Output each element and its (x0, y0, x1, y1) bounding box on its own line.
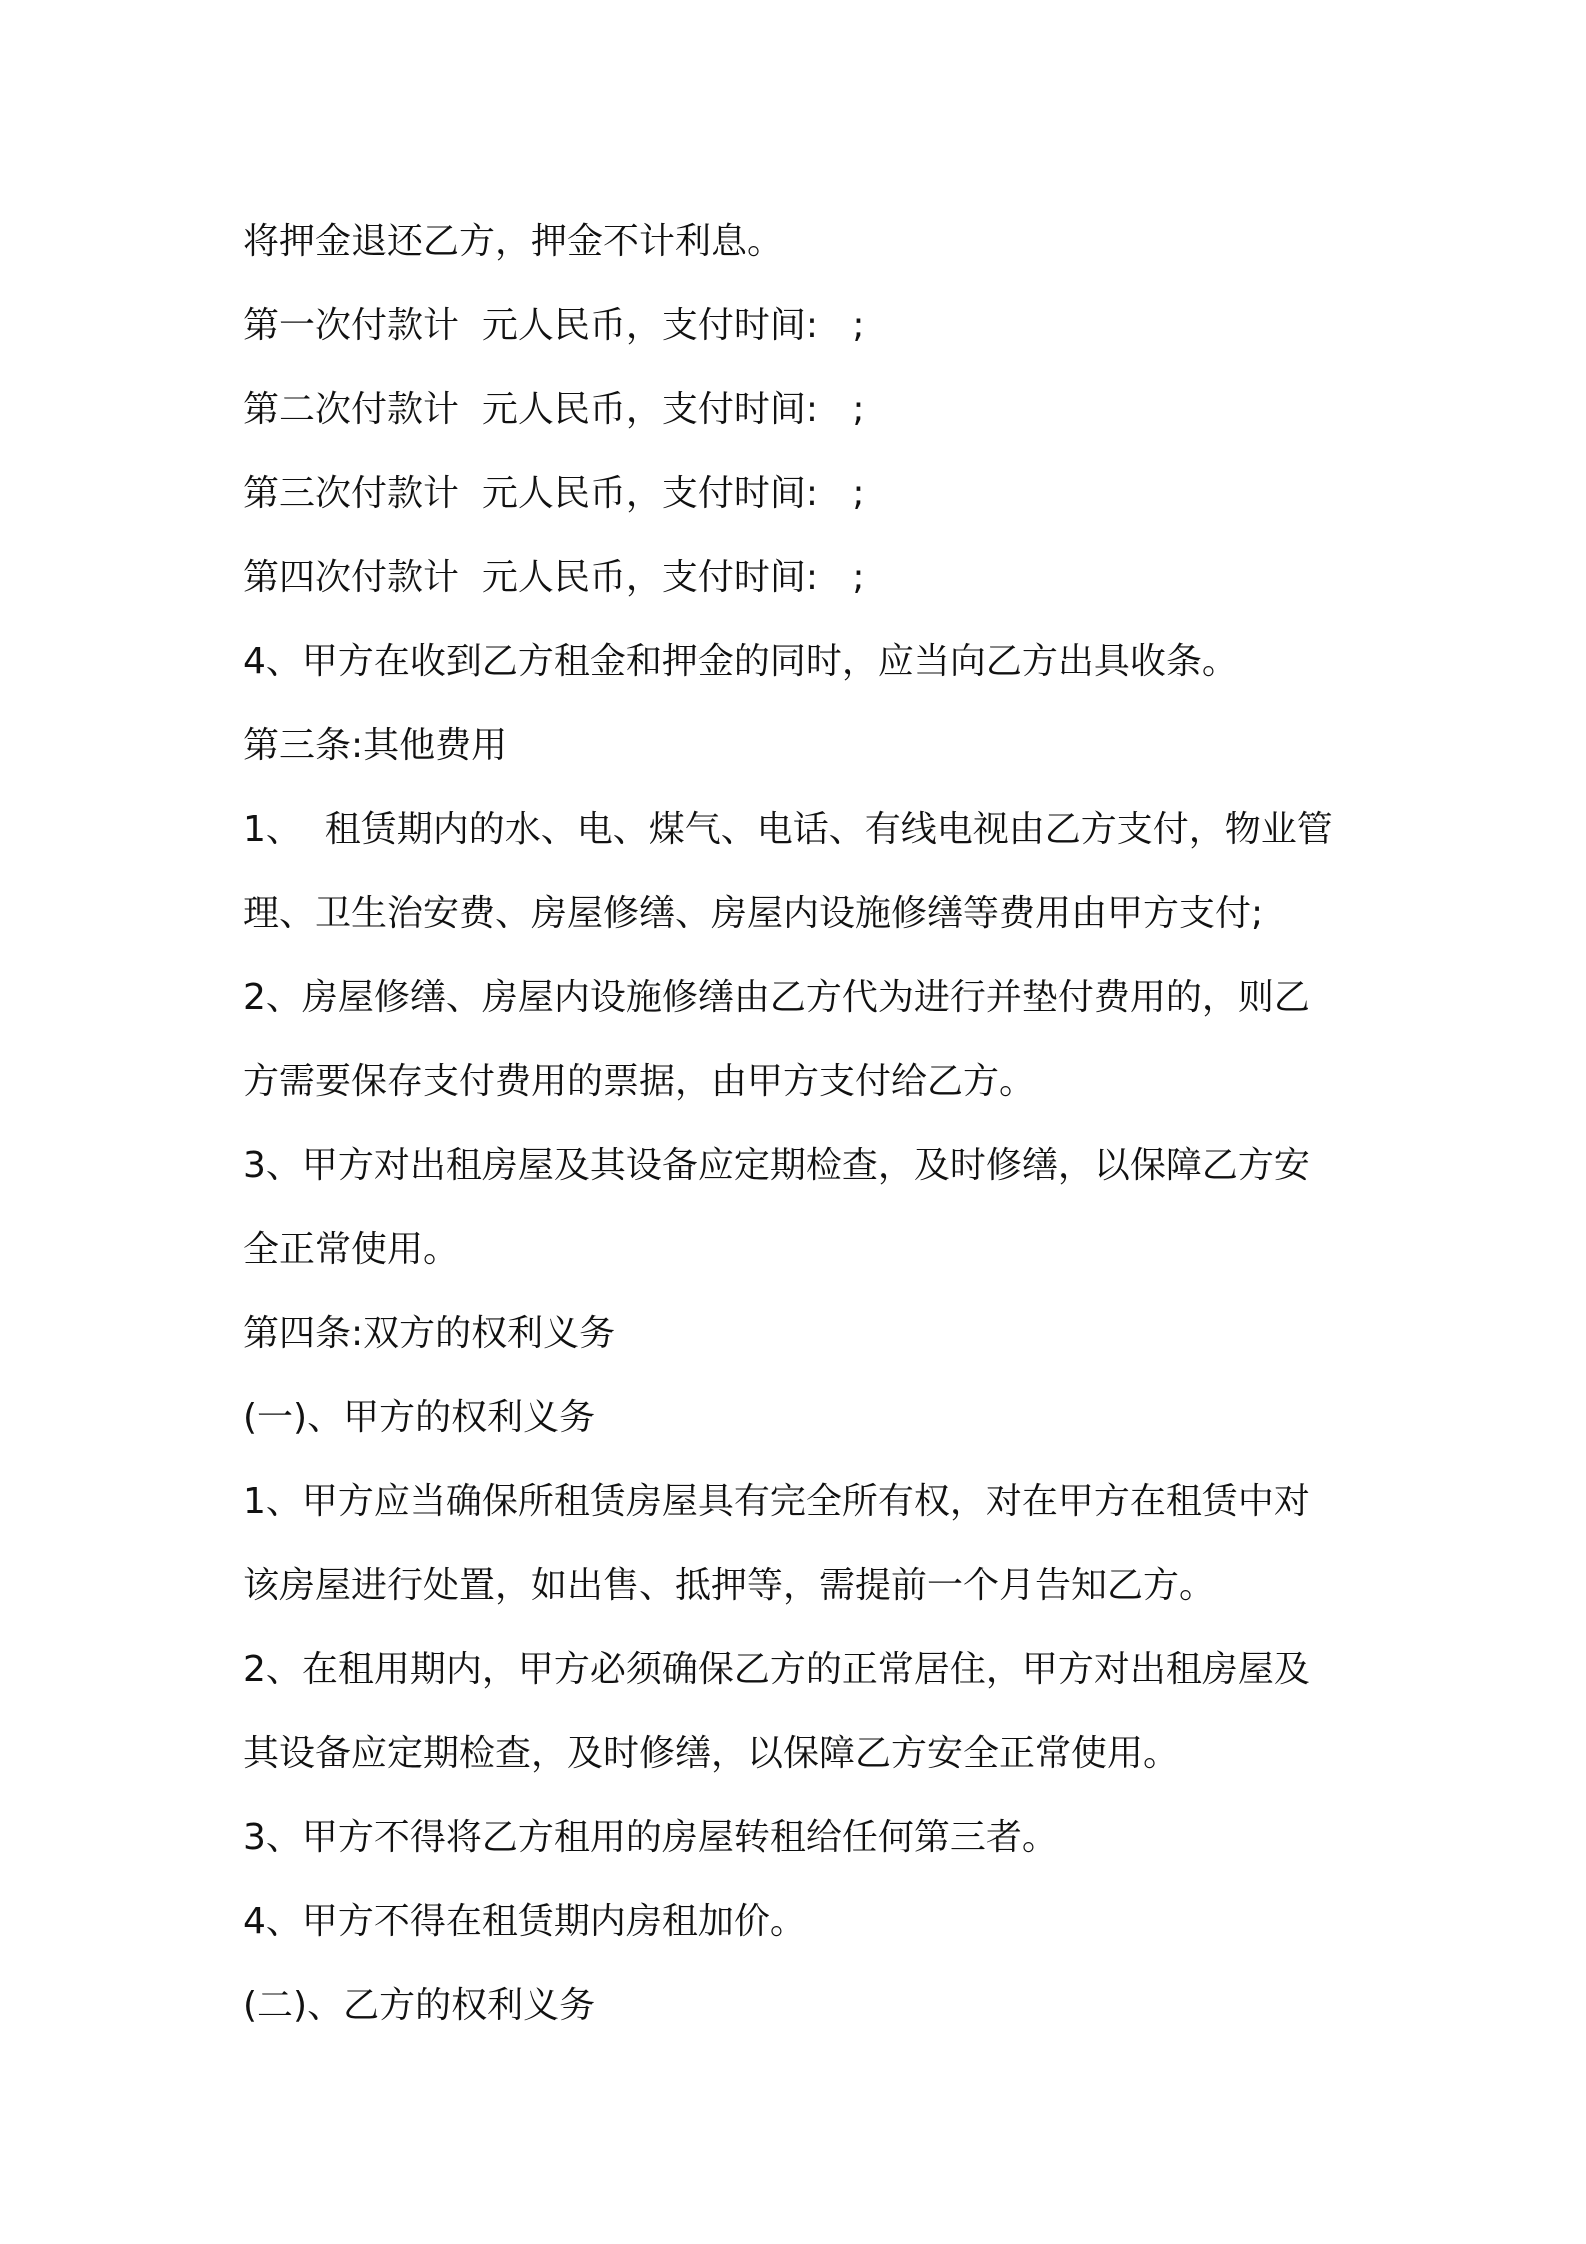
text-line: 理、卫生治安费、房屋修缮、房屋内设施修缮等费用由甲方支付; (243, 893, 1264, 934)
text-line: 其设备应定期检查，及时修缮，以保障乙方安全正常使用。 (243, 1733, 1180, 1774)
text-line: 1、 租赁期内的水、电、煤气、电话、有线电视由乙方支付，物业管 (243, 809, 1333, 850)
text-line: 2、房屋修缮、房屋内设施修缮由乙方代为进行并垫付费用的，则乙 (243, 977, 1310, 1018)
text-line: 全正常使用。 (243, 1229, 460, 1270)
text-line: 第二次付款计 元人民币，支付时间: ; (243, 389, 865, 430)
text-line: 第三次付款计 元人民币，支付时间: ; (243, 473, 865, 514)
text-line: 将押金退还乙方，押金不计利息。 (243, 221, 784, 262)
text-line: 3、甲方不得将乙方租用的房屋转租给任何第三者。 (243, 1817, 1058, 1858)
text-line: 第一次付款计 元人民币，支付时间: ; (243, 305, 865, 346)
text-line: 4、甲方不得在租赁期内房租加价。 (243, 1901, 806, 1942)
text-line: 4、甲方在收到乙方租金和押金的同时，应当向乙方出具收条。 (243, 641, 1238, 682)
text-line: 2、在租用期内，甲方必须确保乙方的正常居住，甲方对出租房屋及 (243, 1649, 1310, 1690)
text-line: 第四次付款计 元人民币，支付时间: ; (243, 557, 865, 598)
text-line: 3、甲方对出租房屋及其设备应定期检查，及时修缮，以保障乙方安 (243, 1145, 1310, 1186)
document-body (243, 200, 1353, 2048)
text-line: 该房屋进行处置，如出售、抵押等，需提前一个月告知乙方。 (243, 1565, 1216, 1606)
section-heading: 第三条:其他费用 (243, 725, 508, 766)
subsection-heading: (二)、乙方的权利义务 (243, 1985, 596, 2026)
section-heading: 第四条:双方的权利义务 (243, 1313, 616, 1354)
text-line: 方需要保存支付费用的票据，由甲方支付给乙方。 (243, 1061, 1036, 1102)
text-line: 1、甲方应当确保所租赁房屋具有完全所有权，对在甲方在租赁中对 (243, 1481, 1310, 1522)
subsection-heading: (一)、甲方的权利义务 (243, 1397, 596, 1438)
